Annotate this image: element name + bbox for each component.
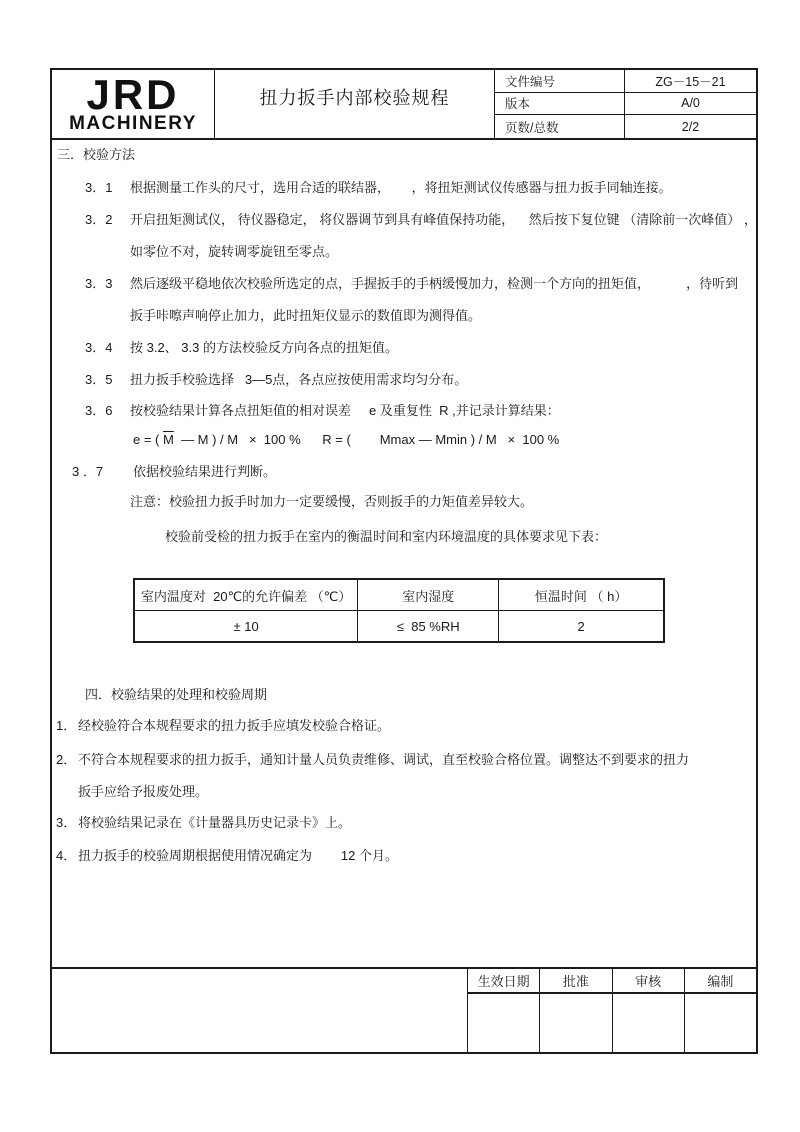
method-item-3-7: [72, 456, 276, 488]
method-item-3-1: [85, 172, 672, 204]
document-info-table: [495, 70, 756, 138]
item-number: 3．4: [85, 340, 113, 355]
pages-value: 2/2: [681, 119, 700, 134]
reviewed-by-header: 审核: [612, 969, 684, 994]
env-table-intro: 校验前受检的扭力扳手在室内的衡温时间和室内环境温度的具体要求见下表：: [165, 529, 608, 544]
company-logo: [52, 70, 215, 138]
item-number: 3．2: [85, 212, 113, 227]
temp-deviation-header: 室内温度对 20℃的允许偏差 （℃）: [135, 580, 358, 611]
doc-number-label: 文件编号: [495, 70, 625, 92]
section-3-heading: 三．校验方法: [57, 147, 136, 162]
item-number: 3．1: [85, 180, 113, 195]
reviewed-by-cell: [612, 994, 684, 1052]
method-item-3-3: [85, 268, 738, 332]
humidity-header: 室内湿度: [358, 580, 499, 611]
approved-by-header: 批准: [539, 969, 611, 994]
logo-wordmark: JRD: [86, 70, 180, 118]
item-number: 2．: [56, 752, 77, 767]
logo-subtitle: MACHINERY: [69, 112, 197, 134]
approved-by-cell: [539, 994, 611, 1052]
result-item-4: [56, 840, 398, 872]
formula-pre: e = (: [133, 432, 163, 447]
version-label: 版本: [495, 93, 625, 115]
info-row-pages: [495, 115, 756, 138]
formula-post: — M ) / M × 100 % R = ( Mmax — Mmin ) / M × 100 %: [173, 432, 560, 447]
caution-note: 注意：校验扭力扳手时加力一定要缓慢，否则扳手的力矩值差异较大。: [130, 494, 534, 509]
method-item-3-5: [85, 364, 467, 396]
method-item-3-2: [85, 204, 757, 268]
item-text: 扭力扳手校验选择 3—5点，各点应按使用需求均匀分布。: [130, 372, 468, 387]
effective-date-header: 生效日期: [467, 969, 539, 994]
item-text: 开启扭矩测试仪， 待仪器稳定， 将仪器调节到具有峰值保持功能， 然后按下复位键 （清除前一次峰值） ， 如零位不对，旋转调零旋钮至零点。: [130, 212, 757, 259]
item-text: 将校验结果记录在《计量器具历史记录卡》上。: [78, 815, 352, 830]
effective-date-cell: [467, 994, 539, 1052]
info-row-version: [495, 93, 756, 116]
method-item-3-4: [85, 332, 398, 364]
approval-table: [467, 969, 756, 1052]
item-text: 按 3.2、 3.3 的方法校验反方向各点的扭矩值。: [130, 340, 398, 355]
page-title: 扭力扳手内部校验规程: [259, 88, 450, 108]
version-value: A/0: [681, 96, 700, 111]
humidity-value: ≤ 85 %RH: [358, 611, 499, 641]
result-item-2: [56, 744, 689, 808]
item-number: 1．: [56, 718, 77, 733]
method-item-3-6: [85, 395, 560, 427]
document-footer: [52, 967, 756, 1052]
item-number: 3．3: [85, 276, 113, 291]
doc-number-value: ZG－15－21: [655, 74, 726, 89]
soak-time-header: 恒温时间 （ h）: [499, 580, 663, 611]
item-text: 然后逐级平稳地依次校验所选定的点，手握扳手的手柄缓慢加力，检测一个方向的扭矩值， ，待听到 扳手咔嚓声响停止加力，此时扭矩仪显示的数值即为测得值。: [130, 276, 739, 323]
title-cell: [215, 70, 495, 138]
item-number: 3 ．7: [72, 464, 104, 479]
section-4-heading: 四．校验结果的处理和校验周期: [85, 687, 268, 702]
prepared-by-header: 编制: [684, 969, 756, 994]
item-number: 4．: [56, 848, 77, 863]
item-text: 不符合本规程要求的扭力扳手，通知计量人员负责维修、调试，直至校验合格位置。调整达不到要求的扭力 扳手应给予报废处理。: [78, 752, 690, 799]
item-number: 3．: [56, 815, 77, 830]
item-text: 依据校验结果进行判断。: [133, 464, 277, 479]
temp-deviation-value: ± 10: [135, 611, 358, 641]
info-row-doc-number: [495, 70, 756, 93]
item-number: 3．5: [85, 372, 113, 387]
result-item-3: [56, 807, 351, 839]
environment-requirements-table: [133, 578, 665, 643]
item-text: 经校验符合本规程要求的扭力扳手应填发校验合格证。: [78, 718, 391, 733]
item-text: 根据测量工作头的尺寸，选用合适的联结器， ，将扭矩测试仪传感器与扭力扳手同轴连接。: [130, 180, 672, 195]
pages-label: 页数/总数: [495, 115, 625, 138]
formula-mean-symbol: $\overline{M}$: [163, 432, 174, 447]
prepared-by-cell: [684, 994, 756, 1052]
error-formula: [133, 424, 559, 456]
item-number: 3．6: [85, 403, 113, 418]
soak-time-value: 2: [577, 618, 585, 634]
result-item-1: [56, 710, 390, 742]
item-text: 扭力扳手的校验周期根据使用情况确定为 12 个月。: [78, 848, 398, 863]
document-header: [52, 70, 756, 140]
item-text: 按校验结果计算各点扭矩值的相对误差 e 及重复性 R ,并记录计算结果：: [130, 403, 560, 418]
